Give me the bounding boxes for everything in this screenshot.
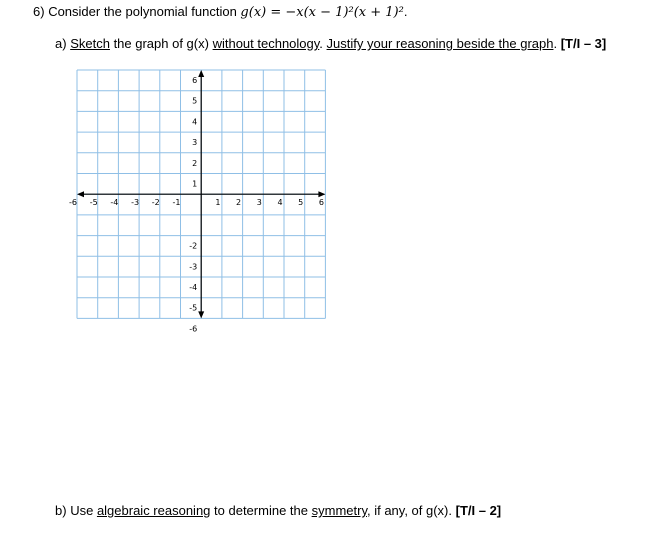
algebraic-reasoning: algebraic reasoning bbox=[96, 503, 211, 518]
y-tick-label: 2 bbox=[192, 158, 198, 168]
x-tick-label: -5 bbox=[89, 198, 98, 208]
part-b-label: b) bbox=[55, 503, 67, 518]
x-tick-label: 5 bbox=[298, 198, 304, 208]
y-tick-label: -4 bbox=[189, 283, 198, 292]
sketch-word: Sketch bbox=[70, 36, 110, 51]
y-tick-label: 1 bbox=[192, 179, 198, 189]
y-tick-label: 5 bbox=[192, 96, 198, 106]
function-expression: g(x) = −x(x − 1)²(x + 1)² bbox=[240, 5, 404, 20]
part-a-label: a) bbox=[55, 36, 67, 51]
y-tick-label: 6 bbox=[192, 76, 198, 85]
justify-instruction: Justify your reasoning beside the graph bbox=[326, 36, 554, 51]
part-b-text-2: , if any, of g(x). bbox=[366, 503, 452, 518]
question-end: . bbox=[403, 4, 408, 19]
x-tick-label: 2 bbox=[236, 198, 242, 208]
part-b-prompt bbox=[55, 503, 501, 518]
part-b-use: Use bbox=[70, 503, 94, 518]
question-number: 6) bbox=[33, 4, 45, 19]
y-tick-labels bbox=[189, 76, 197, 333]
symmetry-word: symmetry bbox=[311, 503, 367, 518]
axes bbox=[77, 70, 325, 318]
question-6-prompt bbox=[33, 4, 407, 20]
without-technology: without technology bbox=[212, 36, 320, 51]
x-tick-label: -6 bbox=[69, 198, 77, 208]
part-b-marks: [T/I – 2] bbox=[455, 503, 502, 518]
part-a-prompt bbox=[55, 36, 606, 51]
x-tick-label: -2 bbox=[151, 198, 160, 208]
part-a-text-3: . bbox=[553, 36, 558, 51]
part-a-marks: [T/I – 3] bbox=[560, 36, 607, 51]
x-tick-label: 6 bbox=[318, 198, 324, 208]
question-text: Consider the polynomial function bbox=[48, 4, 237, 19]
y-axis-arrow-up bbox=[198, 70, 204, 77]
y-axis-arrow-down bbox=[198, 311, 204, 318]
part-b-text-1: to determine the bbox=[214, 503, 308, 518]
y-tick-label: 3 bbox=[192, 138, 198, 148]
x-tick-label: -3 bbox=[131, 198, 140, 208]
x-tick-label: -4 bbox=[110, 198, 119, 208]
x-tick-label: 1 bbox=[215, 198, 221, 208]
x-axis-arrow-left bbox=[77, 191, 84, 197]
coordinate-grid bbox=[69, 68, 329, 334]
part-a-text-1: the graph of g(x) bbox=[113, 36, 209, 51]
y-tick-label: -3 bbox=[189, 262, 198, 272]
y-tick-label: -2 bbox=[189, 241, 198, 251]
x-tick-label: 3 bbox=[256, 198, 262, 208]
x-tick-labels bbox=[69, 198, 324, 207]
y-tick-label: -6 bbox=[189, 324, 198, 334]
x-tick-label: 4 bbox=[277, 198, 283, 208]
x-axis-arrow-right bbox=[318, 191, 325, 197]
y-tick-label: -5 bbox=[189, 303, 198, 313]
y-tick-label: 4 bbox=[192, 117, 198, 127]
part-a-text-2: . bbox=[319, 36, 323, 51]
x-tick-label: -1 bbox=[172, 198, 181, 208]
